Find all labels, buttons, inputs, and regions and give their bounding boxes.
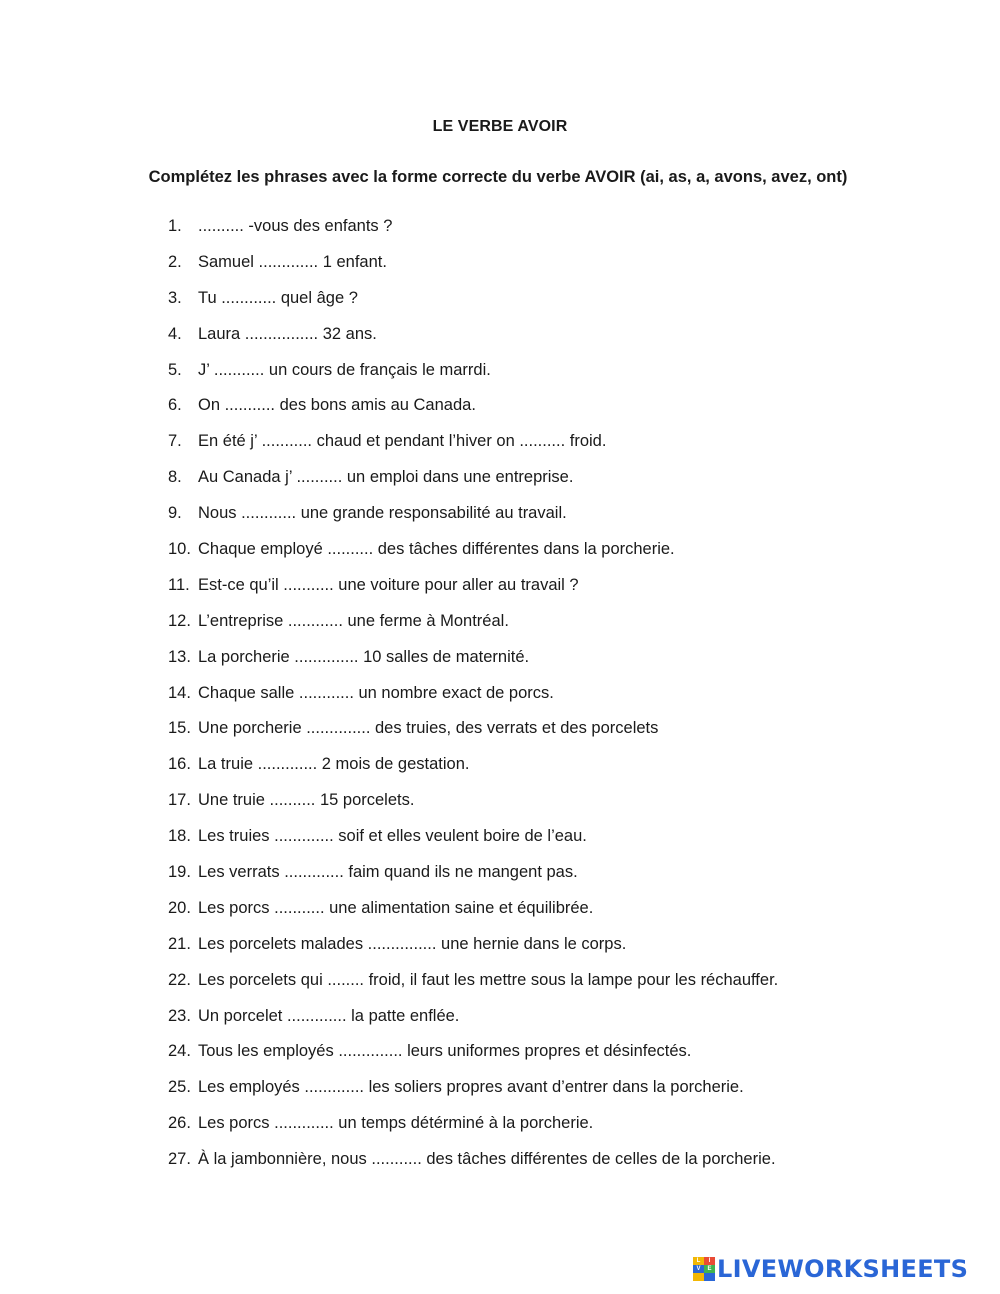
exercise-sentence: Nous ............ une grande responsabilité au travail.: [198, 504, 567, 523]
exercise-item: [168, 1111, 948, 1147]
exercise-number: 1.: [168, 217, 182, 235]
exercise-item: [168, 968, 948, 1004]
exercise-item: [168, 896, 948, 932]
exercise-number: 17.: [168, 791, 191, 810]
liveworksheets-logo: [693, 1254, 968, 1284]
exercise-sentence: Chaque employé .......... des tâches différentes dans la porcherie.: [198, 540, 675, 559]
exercise-sentence: Les porcs ............. un temps détérminé à la porcherie.: [198, 1114, 594, 1133]
exercise-number: 9.: [168, 504, 182, 523]
exercise-sentence: Les porcs ........... une alimentation saine et équilibrée.: [198, 898, 594, 917]
logo-mark-cell: E: [704, 1265, 715, 1273]
exercise-number: 5.: [168, 360, 182, 379]
exercise-item: [168, 932, 948, 968]
exercise-sentence: Une truie .......... 15 porcelets.: [198, 791, 415, 810]
exercise-sentence: On ........... des bons amis au Canada.: [198, 396, 476, 415]
exercise-sentence: Est-ce qu’il ........... une voiture pour aller au travail ?: [198, 575, 579, 594]
exercise-sentence: L’entreprise ............ une ferme à Montréal.: [198, 611, 509, 630]
worksheet-title: LE VERBE AVOIR: [432, 118, 568, 135]
exercise-sentence: Samuel ............. 1 enfant.: [198, 252, 387, 271]
exercise-item: [168, 322, 948, 358]
liveworksheets-logo-icon: [693, 1257, 715, 1281]
exercise-number: 24.: [168, 1042, 191, 1061]
exercise-number: 3.: [168, 288, 182, 307]
worksheet-instruction: Complétez les phrases avec la forme correcte du verbe AVOIR (ai, as, a, avons, avez, ont): [148, 168, 848, 186]
exercise-number: 25.: [168, 1078, 191, 1097]
exercise-item: [168, 573, 948, 609]
logo-mark-cell: [693, 1273, 704, 1281]
logo-mark-cell: V: [693, 1265, 704, 1273]
liveworksheets-logo-text: LIVEWORKSHEETS: [717, 1255, 969, 1283]
exercise-number: 22.: [168, 970, 191, 989]
exercise-number: 27.: [168, 1150, 191, 1169]
exercise-item: [168, 501, 948, 537]
exercise-sentence: Chaque salle ............ un nombre exact de porcs.: [198, 683, 554, 702]
exercise-number: 8.: [168, 468, 182, 487]
exercise-sentence: J’ ........... un cours de français le marrdi.: [198, 360, 491, 379]
exercise-item: [168, 681, 948, 717]
exercise-sentence: Tous les employés .............. leurs uniformes propres et désinfectés.: [198, 1042, 692, 1061]
exercise-item: [168, 358, 948, 394]
exercise-number: 18.: [168, 827, 191, 846]
exercise-number: 21.: [168, 934, 191, 953]
exercise-sentence: Laura ................ 32 ans.: [198, 324, 377, 343]
exercise-sentence: La porcherie .............. 10 salles de maternité.: [198, 647, 530, 666]
exercise-list: [168, 214, 948, 1183]
exercise-item: [168, 1039, 948, 1075]
exercise-number: 20.: [168, 898, 191, 917]
exercise-item: [168, 465, 948, 501]
exercise-sentence: La truie ............. 2 mois de gestation.: [198, 755, 470, 774]
exercise-item: [168, 788, 948, 824]
exercise-item: [168, 250, 948, 286]
exercise-item: [168, 752, 948, 788]
exercise-sentence: Au Canada j’ .......... un emploi dans une entreprise.: [198, 468, 574, 487]
exercise-sentence: Les porcelets malades ............... une hernie dans le corps.: [198, 934, 627, 953]
exercise-sentence: Les truies ............. soif et elles veulent boire de l’eau.: [198, 827, 587, 846]
exercise-sentence: Les employés ............. les soliers propres avant d’entrer dans la porcherie.: [198, 1078, 744, 1097]
exercise-number: 11.: [168, 575, 190, 594]
exercise-number: 7.: [168, 432, 182, 451]
exercise-sentence: Une porcherie .............. des truies, des verrats et des porcelets: [198, 719, 659, 738]
exercise-number: 15.: [168, 719, 191, 738]
exercise-number: 26.: [168, 1114, 191, 1133]
exercise-number: 13.: [168, 647, 191, 666]
exercise-item: [168, 214, 948, 250]
exercise-sentence: Les verrats ............. faim quand ils ne mangent pas.: [198, 863, 578, 882]
logo-mark-cell: L: [693, 1257, 704, 1265]
exercise-item: [168, 645, 948, 681]
exercise-sentence: À la jambonnière, nous ........... des tâches différentes de celles de la porcherie.: [198, 1150, 776, 1169]
logo-mark-cell: [704, 1273, 715, 1281]
exercise-sentence: Les porcelets qui ........ froid, il faut les mettre sous la lampe pour les réchauffer.: [198, 970, 779, 989]
exercise-sentence: Tu ............ quel âge ?: [198, 288, 358, 307]
exercise-number: 10.: [168, 540, 191, 559]
exercise-number: 14.: [168, 683, 191, 702]
logo-mark-cell: I: [704, 1257, 715, 1265]
exercise-number: 16.: [168, 755, 191, 774]
exercise-number: 2.: [168, 252, 182, 271]
exercise-item: [168, 609, 948, 645]
exercise-item: [168, 716, 948, 752]
exercise-number: 6.: [168, 396, 182, 415]
exercise-item: [168, 1004, 948, 1040]
exercise-number: 19.: [168, 863, 191, 882]
exercise-item: [168, 286, 948, 322]
exercise-number: 12.: [168, 611, 191, 630]
exercise-number: 23.: [168, 1006, 191, 1025]
exercise-item: [168, 860, 948, 896]
exercise-number: 4.: [168, 324, 182, 343]
exercise-item: [168, 537, 948, 573]
exercise-sentence: En été j’ ........... chaud et pendant l’hiver on .......... froid.: [198, 432, 607, 451]
exercise-sentence: .......... -vous des enfants ?: [198, 217, 393, 235]
exercise-item: [168, 824, 948, 860]
exercise-sentence: Un porcelet ............. la patte enflée.: [198, 1006, 460, 1025]
exercise-item: [168, 1147, 948, 1183]
exercise-item: [168, 393, 948, 429]
exercise-item: [168, 429, 948, 465]
exercise-item: [168, 1075, 948, 1111]
